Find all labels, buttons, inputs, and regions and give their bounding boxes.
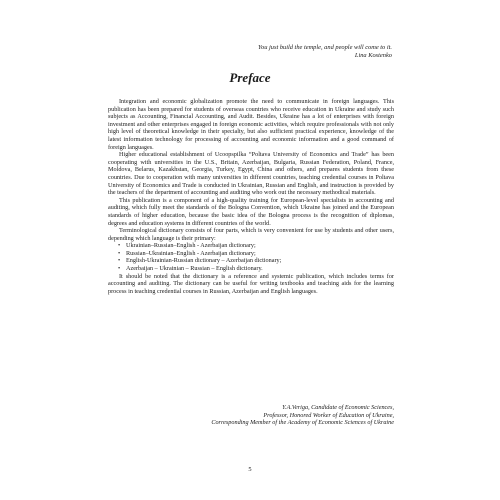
bullet-icon: • <box>118 249 121 257</box>
epigraph-quote: You just build the temple, and people will come to it. <box>258 44 392 51</box>
page-title: Preface <box>229 70 271 85</box>
paragraph: Terminological dictionary consists of four parts, which is very convenient for use by students and other users, depending which language is their primary: <box>108 227 394 242</box>
epigraph <box>258 44 392 60</box>
list-item <box>118 249 394 258</box>
list-item-text: English-Ukrainian-Russian dictionary – Azerbaijan dictionary; <box>126 257 282 265</box>
signature <box>211 404 394 427</box>
list-item-text: Russian–Ukrainian–English - Azerbaijan dictionary; <box>126 249 256 257</box>
signature-line: Y.A.Veriga, Candidate of Economic Sciences, <box>282 404 394 411</box>
body-text <box>108 98 394 295</box>
list-item <box>118 257 394 265</box>
page-number: 5 <box>248 466 252 473</box>
paragraph: This publication is a component of a high-quality training for European-level specialists in accounting and auditing, which fully meet the standards of the Bologna Convention, which Ukraine has joined and the European standards of higher education, because the basic idea of the Bologna process is the recognition of diplomas, degrees and education systems in different countries of the world. <box>108 196 394 227</box>
paragraph: It should be noted that the dictionary is a reference and systemic publication, which includes terms for accounting and auditing. The dictionary can be useful for writing textbooks and teaching aids for the learning process in teaching credential courses in Russian, Azerbaijan and English languages. <box>108 272 394 295</box>
bullet-icon: • <box>118 257 121 265</box>
epigraph-author: Lina Kostenko <box>354 52 392 60</box>
paragraph: Higher educational establishment of Ucoopspilka “Poltava University of Economics and Trade” has been cooperating with universities in the U.S., Britain, Azerbaijan, Bulgaria, Russian Federation, Poland, France, Moldova, Belarus, Kazakhstan, Georgia, Turkey, Egypt, China and others, and prepares students from these countries. Due to cooperation with many universities in different countries, teaching credential courses in Poltava University of Economics and Trade is conducted in Ukrainian, Russian and English, and instruction is provided by the teachers of the department of accounting and auditing who work out the necessary methodical materials. <box>108 151 394 197</box>
list-item <box>118 242 394 250</box>
list-item-text: Azerbaijan – Ukrainian – Russian – English dictionary. <box>126 265 263 273</box>
signature-line: Professor, Honored Worker of Education of Ukraine, <box>263 411 394 419</box>
dictionary-parts-list <box>108 242 394 272</box>
paragraph: Integration and economic globalization promote the need to communicate in foreign languages. This publication has been prepared for students of overseas countries who receive education in Ukraine and study such subjects as Accounting, Financial Accounting, and Audit. Besides, Ukraine has a lot of enterprises with foreign investment and other enterprises engaged in foreign economic activities, which require professionals with not only high level of theoretical knowledge in their specialty, but also sufficient practical experience, knowledge of the latest information technology for processing of accounting and economic information and a good command of foreign languages. <box>108 98 394 151</box>
list-item-text: Ukrainian–Russian–English - Azerbaijan dictionary; <box>126 242 256 250</box>
bullet-icon: • <box>118 242 121 250</box>
signature-line: Corresponding Member of the Academy of Economic Sciences of Ukraine <box>211 419 394 427</box>
bullet-icon: • <box>118 265 121 273</box>
list-item <box>118 265 394 273</box>
